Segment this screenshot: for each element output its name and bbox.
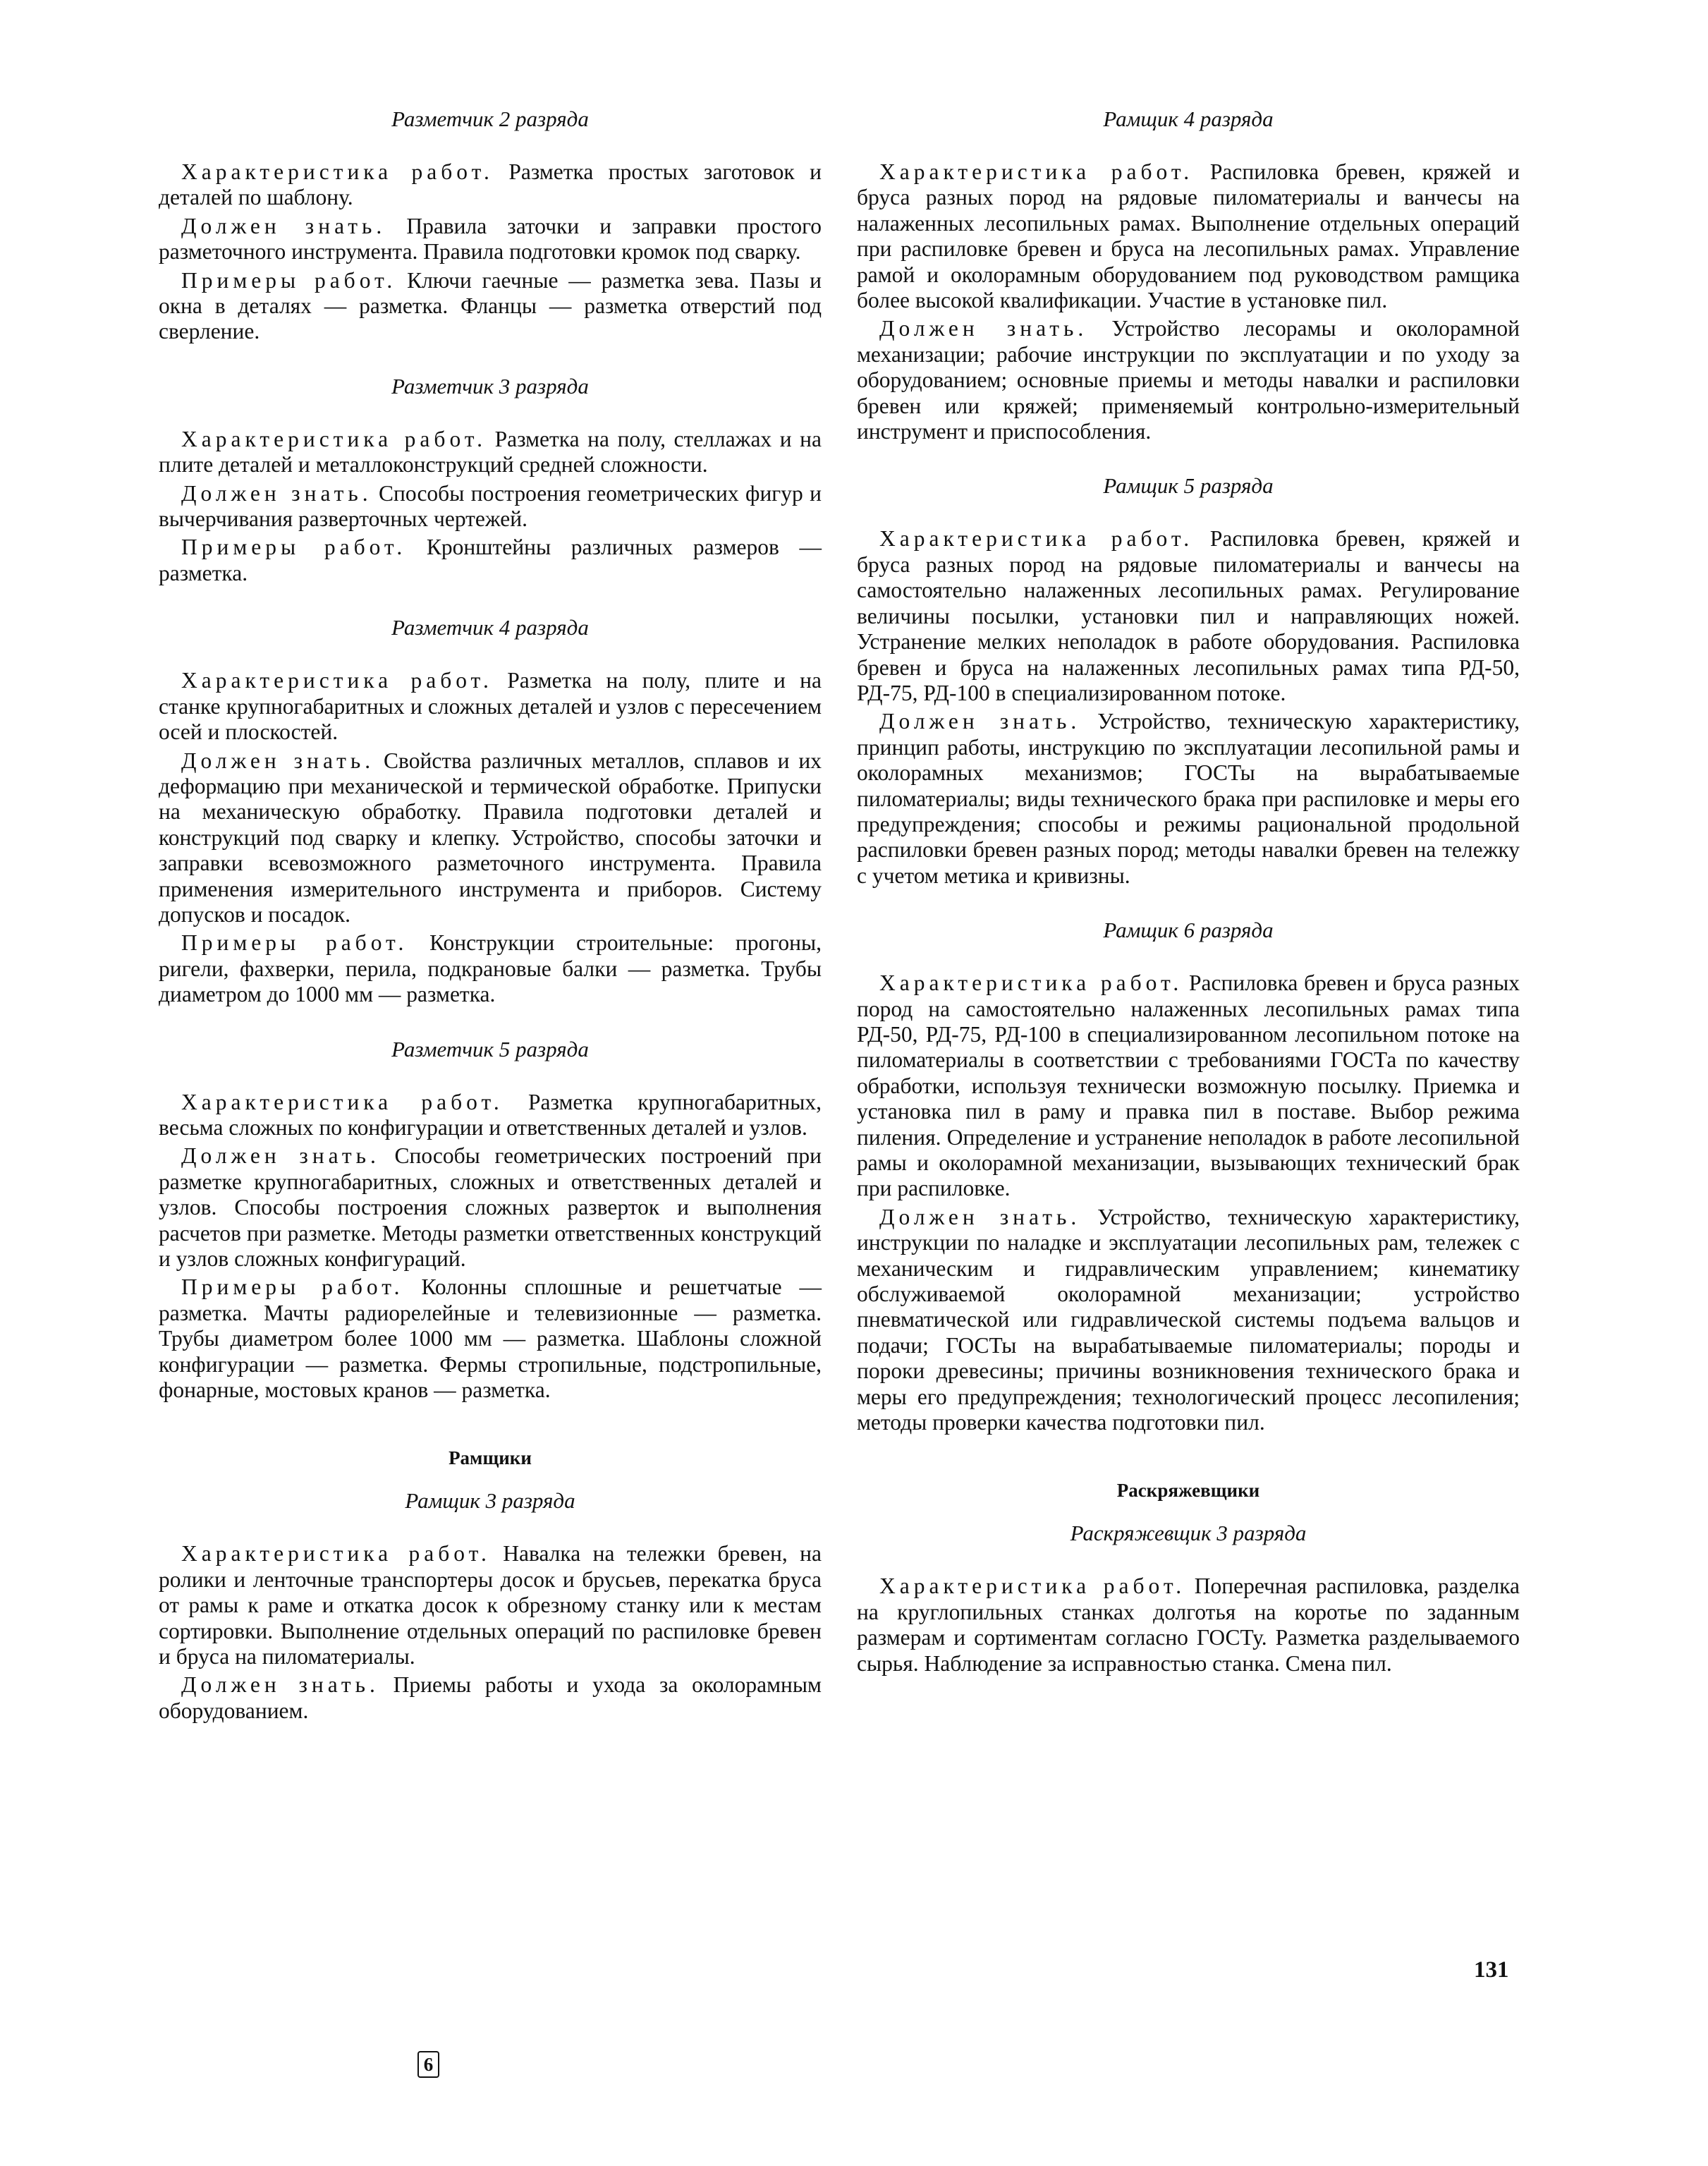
- paragraph: [857, 1574, 1520, 1677]
- paragraph-label: Должен знать.: [879, 1204, 1081, 1229]
- paragraph-text: Свойства различных металлов, сплавов и их деформацию при механической и термической обработке. Припуски на механическую обработку. Правила подготовки деталей и конструкций под сварку и клепку. Устройство, способы заточки и заправки всевозможного разметочного инструмента. Правила применения измерительного инструмента и приборов. Систему допусков и посадок.: [159, 748, 822, 927]
- paragraph-label: Примеры работ.: [181, 930, 408, 956]
- paragraph: [159, 535, 822, 586]
- paragraph: [159, 668, 822, 745]
- grade-heading: Разметчик 5 разряда: [391, 1036, 589, 1061]
- paragraph-label: Должен знать.: [181, 480, 372, 506]
- grade-heading: Рамщик 3 разряда: [405, 1488, 575, 1514]
- paragraph: [159, 1672, 822, 1724]
- paragraph-text: Правила заточки и заправки простого разметочного инструмента. Правила подготовки кромок под сварку.: [159, 213, 822, 264]
- paragraph-text: Распиловка бревен, кряжей и бруса разных пород на рядовые пиломатериалы и ванчесы на самостоятельно налаженных лесопильных рамах. Регулирование величины посылки, установки пил и направляющих ножей. Устранение мелких неполадок в работе оборудования. Распиловка бревен и бруса на налаженных лесопильных рамах типа РД-50, РД-75, РД-100 в специализированном потоке.: [857, 526, 1520, 705]
- grade-heading: Разметчик 2 разряда: [391, 107, 589, 131]
- paragraph: [159, 1143, 822, 1272]
- paragraph-text: Навалка на тележки бревен, на ролики и ленточные транспортеры досок и брусьев, перекатка бруса от рамы к раме и откатка досок к обрезному станку или к местам сортировки. Выполнение отдельных операций по распиловке бревен и бруса на пиломатериалы.: [159, 1541, 822, 1669]
- page-number: 131: [1474, 1957, 1509, 1983]
- paragraph-text: Конструкции строительные: прогоны, ригели, фахверки, перила, подкрановые балки — разметка. Трубы диаметром до 1000 мм — разметка.: [159, 930, 822, 1007]
- paragraph-text: Устройство, техническую характеристику, принцип работы, инструкцию по эксплуатации лесопильной рамы и околорамных механизмов; ГОСТы на вырабатываемые пиломатериалы; виды технического брака при распиловке и меры его предупреждения; способы и режимы рациональной продольной распиловки бревен разных пород; методы навалки бревен на тележку с учетом метика и кривизны.: [857, 709, 1520, 888]
- right-column: [857, 106, 1520, 1679]
- paragraph-text: Кронштейны различных размеров — разметка.: [159, 535, 822, 585]
- grade-heading: Разметчик 3 разряда: [391, 373, 589, 398]
- paragraph-label: Примеры работ.: [181, 267, 397, 293]
- paragraph-label: Должен знать.: [879, 316, 1088, 341]
- paragraph-text: Распиловка бревен и бруса разных пород на самостоятельно налаженных лесопильных рамах типа РД-50, РД-75, РД-100 в специализированном лесопильном потоке на пиломатериалы в соответствии с требованиями ГОСТа по качеству обработки, используя технически возможную посылку. Приемка и установка пил в раму и правка пил в поставе. Выбор режима пиления. Определение и устранение неполадок в работе лесопильной рамы и околорамной механизации, вызывающих технический брак при распиловке.: [857, 971, 1520, 1201]
- paragraph-text: Устройство, техническую характеристику, инструкции по наладке и эксплуатации лесопильных рам, тележек с механическим и гидравлическим управлением; кинематику обслуживаемой околорамной механизации; устройство пневматической или гидравлической системы подъема вальцов и подачи; ГОСТы на вырабатываемые пиломатериалы; породы и пороки древесины; причины возникновения технического брака и меры его предупреждения; технологический процесс лесопиления; методы проверки качества подготовки пил.: [857, 1204, 1520, 1435]
- paragraph-text: Разметка на полу, стеллажах и на плите деталей и металлоконструкций средней сложности.: [159, 426, 822, 477]
- paragraph-text: Поперечная распиловка, разделка на круглопильных станках долготья на коротье по заданным размерам и сортиментам согласно ГОСТу. Разметка разделываемого сырья. Наблюдение за исправностью станка. Смена пил.: [857, 1574, 1520, 1676]
- grade-heading: Рамщик 5 разряда: [1103, 473, 1274, 499]
- paragraph-label: Характеристика работ.: [181, 1089, 504, 1114]
- paragraph: [159, 1274, 822, 1403]
- grade-heading: Рамщик 6 разряда: [1103, 918, 1274, 943]
- paragraph-text: Приемы работы и ухода за околорамным оборудованием.: [159, 1672, 822, 1723]
- paragraph-label: Характеристика работ.: [181, 426, 487, 451]
- paragraph-text: Способы геометрических построений при разметке крупногабаритных, сложных и ответственных деталей и узлов. Способы построения сложных разверток и выполнения расчетов при разметке. Методы разметки ответственных конструкций и узлов сложных конфигураций.: [159, 1143, 822, 1271]
- paragraph: [159, 268, 822, 345]
- paragraph: [857, 971, 1520, 1202]
- paragraph: [159, 481, 822, 533]
- paragraph: [857, 159, 1520, 313]
- grade-heading: Разметчик 4 разряда: [391, 615, 589, 640]
- paragraph-label: Должен знать.: [181, 1672, 379, 1698]
- paragraph-label: Должен знать.: [181, 1143, 380, 1169]
- paragraph-label: Характеристика работ.: [181, 1541, 491, 1566]
- paragraph-label: Должен знать.: [181, 213, 386, 238]
- paragraph-label: Примеры работ.: [181, 1274, 404, 1300]
- left-column: [159, 106, 822, 1727]
- paragraph-text: Разметка крупногабаритных, весьма сложных по конфигурации и ответственных деталей и узлов.: [159, 1089, 822, 1140]
- paragraph: [159, 1541, 822, 1669]
- paragraph: [159, 159, 822, 211]
- paragraph: [159, 427, 822, 478]
- grade-heading: Раскряжевщик 3 разряда: [1070, 1521, 1307, 1546]
- corner-mark: 6: [417, 2051, 439, 2078]
- paragraph-text: Разметка простых заготовок и деталей по шаблону.: [159, 159, 822, 210]
- paragraph-label: Примеры работ.: [181, 535, 407, 560]
- paragraph-label: Характеристика работ.: [181, 668, 493, 693]
- paragraph: [159, 930, 822, 1007]
- paragraph-label: Характеристика работ.: [879, 159, 1194, 184]
- paragraph: [857, 1205, 1520, 1436]
- grade-heading: Рамщик 4 разряда: [1103, 107, 1274, 131]
- paragraph-text: Разметка на полу, плите и на станке крупногабаритных и сложных деталей и узлов с пересечением осей и плоскостей.: [159, 668, 822, 745]
- paragraph: [159, 748, 822, 928]
- paragraph: [857, 526, 1520, 706]
- section-heading: Раскряжевщики: [1116, 1480, 1260, 1502]
- paragraph-label: Характеристика работ.: [879, 971, 1183, 996]
- paragraph-label: Должен знать.: [879, 709, 1081, 734]
- paragraph: [857, 316, 1520, 444]
- paragraph-text: Способы построения геометрических фигур и вычерчивания разверточных чертежей.: [159, 480, 822, 532]
- paragraph-text: Ключи гаечные — разметка зева. Пазы и окна в деталях — разметка. Фланцы — разметка отверстий под сверление.: [159, 267, 822, 344]
- paragraph: [159, 1090, 822, 1141]
- paragraph-label: Характеристика работ.: [879, 526, 1194, 552]
- paragraph-label: Характеристика работ.: [879, 1574, 1186, 1599]
- paragraph-text: Колонны сплошные и решетчатые — разметка. Мачты радиорелейные и телевизионные — разметка. Трубы диаметром более 1000 мм — разметка. Шаблоны сложной конфигурации — разметка. Фермы стропильные, подстропильные, фонарные, мостовых кранов — разметка.: [159, 1274, 822, 1403]
- section-heading: Рамщики: [449, 1447, 532, 1469]
- paragraph: [159, 214, 822, 265]
- paragraph: [857, 709, 1520, 889]
- paragraph-text: Распиловка бревен, кряжей и бруса разных пород на рядовые пиломатериалы и ванчесы на налаженных лесопильных рамах. Выполнение отдельных операций при распиловке бревен и бруса на лесопильных рамах. Управление рамой и околорамным оборудованием под руководством рамщика более высокой квалификации. Участие в установке пил.: [857, 159, 1520, 313]
- paragraph-label: Характеристика работ.: [181, 159, 494, 184]
- paragraph-label: Должен знать.: [181, 748, 375, 773]
- paragraph-text: Устройство лесорамы и околорамной механизации; рабочие инструкции по эксплуатации и по уходу за оборудованием; основные приемы и методы навалки и распиловки бревен или кряжей; применяемый контрольно-измерительный инструмент и приспособления.: [857, 316, 1520, 444]
